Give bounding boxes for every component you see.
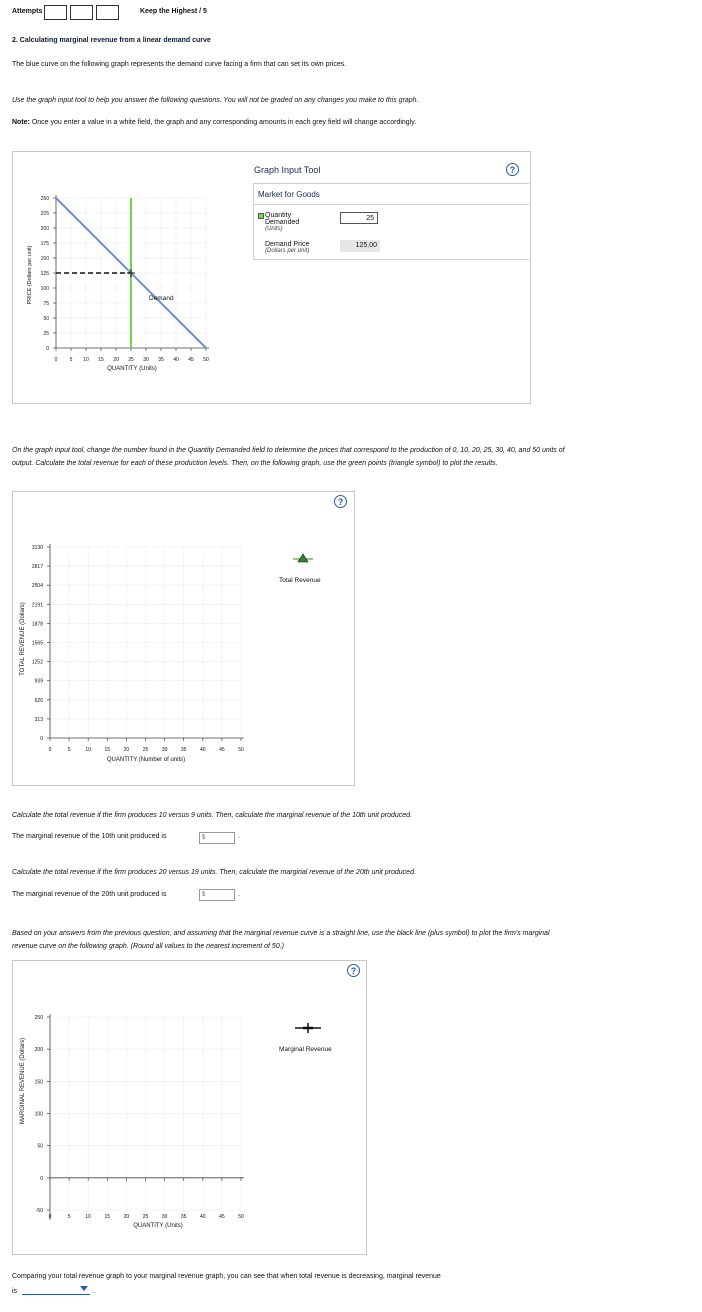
x-tick-label: 5: [69, 357, 73, 363]
demand-axes: [56, 195, 209, 348]
y-tick-label: 125: [40, 271, 49, 277]
y-tick-label: 150: [40, 256, 49, 262]
demand-y-ticks: [41, 196, 56, 352]
quantity-swatch: [258, 213, 264, 219]
tr-help-icon[interactable]: ?: [334, 495, 347, 508]
x-tick-label: 10: [85, 747, 91, 753]
question-intro: The blue curve on the following graph represents the demand curve facing a firm that can set its own prices.: [12, 61, 347, 68]
x-tick-label: 15: [104, 1214, 111, 1220]
tr-y-axis-label: TOTAL REVENUE (Dollars): [20, 602, 26, 676]
y-tick-label: -50: [35, 1208, 43, 1214]
demand-curve-label: Demand: [149, 295, 174, 302]
tr-legend-triangle-icon[interactable]: [293, 554, 313, 562]
x-tick-label: 40: [173, 357, 179, 363]
total-revenue-chart[interactable]: [12, 491, 355, 786]
x-tick-label: 10: [83, 357, 89, 363]
y-tick-label: 2817: [31, 564, 43, 571]
graph-tool-help-icon[interactable]: ?: [506, 163, 519, 176]
tr-axes: [50, 544, 244, 738]
question-instruction: Use the graph input tool to help you answer the following questions. You will not be graded on any changes you make to this graph.: [12, 97, 419, 104]
final-period: .: [94, 1288, 96, 1295]
y-tick-label: 200: [40, 226, 49, 232]
y-tick-label: 2191: [31, 602, 43, 609]
y-tick-label: 100: [34, 1111, 43, 1118]
x-tick-label: 40: [200, 1214, 206, 1220]
y-tick-label: 225: [40, 211, 49, 217]
x-tick-label: 45: [188, 357, 194, 363]
x-tick-label: 30: [143, 357, 149, 363]
demand-price-value: 125.00: [340, 240, 380, 252]
note-label: Note:: [12, 119, 30, 126]
price-units: (Dollars per unit): [265, 248, 310, 254]
mr20-input[interactable]: $: [199, 889, 235, 901]
x-tick-label: 45: [219, 1214, 225, 1220]
final-is: is: [12, 1288, 18, 1295]
x-tick-label: 50: [238, 747, 244, 753]
mr20-instruction: Calculate the total revenue if the firm produces 20 versus 19 units. Then, calculate the marginal revenue of the 20th unit produced.: [12, 869, 416, 876]
x-tick-label: 15: [98, 357, 104, 363]
tr-y-ticks: [32, 545, 50, 742]
mr10-period: .: [238, 833, 240, 840]
y-tick-label: 250: [40, 196, 49, 202]
x-tick-label: 30: [161, 1214, 168, 1220]
tr-legend-label: Total Revenue: [279, 577, 321, 584]
tr-x-axis-label: QUANTITY (Number of units): [106, 757, 186, 763]
mr-legend-plus-icon[interactable]: [295, 1023, 321, 1033]
mr20-label: The marginal revenue of the 20th unit produced is: [12, 891, 167, 898]
mr-grid: [50, 1017, 241, 1210]
x-tick-label: 35: [180, 1214, 187, 1220]
question-note: [12, 119, 416, 126]
mr10-label: The marginal revenue of the 10th unit produced is: [12, 833, 167, 840]
x-tick-label: 10: [85, 1214, 91, 1220]
y-tick-label: 0: [40, 1175, 43, 1182]
x-tick-label: 20: [123, 1214, 130, 1220]
x-tick-label: 20: [123, 747, 130, 753]
tr-x-ticks: [49, 738, 244, 753]
mr-y-ticks: [35, 1015, 50, 1214]
x-tick-label: 35: [158, 357, 164, 363]
graph-tool-divider: [253, 204, 529, 205]
y-tick-label: 313: [34, 716, 43, 723]
x-tick-label: 45: [219, 747, 225, 753]
x-tick-label: 0: [54, 357, 58, 363]
y-tick-label: 200: [34, 1047, 43, 1054]
price-label-line1: Demand Price: [265, 241, 310, 248]
quantity-label-line1: Quantity: [265, 212, 292, 219]
x-tick-label: 0: [48, 1214, 52, 1220]
x-tick-label: 5: [67, 747, 71, 753]
y-tick-label: 150: [34, 1079, 43, 1086]
mr-x-axis-label: QUANTITY (Units): [133, 1223, 183, 1229]
y-tick-label: 75: [43, 301, 49, 307]
y-tick-label: 939: [34, 678, 43, 685]
x-tick-label: 0: [48, 747, 52, 753]
quantity-label: [265, 212, 299, 233]
note-text: Once you enter a value in a white field, the graph and any corresponding amounts in each grey field will change accordingly.: [29, 119, 417, 126]
quantity-units: (Units): [265, 226, 283, 232]
final-dropdown[interactable]: [22, 1284, 90, 1295]
graph-tool-title: Graph Input Tool: [254, 165, 321, 175]
mr-x-ticks: [49, 1178, 244, 1220]
attempt-box-2: [70, 5, 93, 20]
y-tick-label: 0: [40, 736, 43, 742]
price-label: [265, 241, 309, 255]
mr-legend-label: Marginal Revenue: [279, 1046, 332, 1053]
mr-help-icon[interactable]: ?: [347, 964, 360, 977]
y-tick-label: 1565: [31, 640, 43, 647]
x-tick-label: 20: [113, 357, 119, 363]
y-tick-label: 1252: [31, 659, 43, 666]
x-tick-label: 35: [180, 747, 187, 753]
y-tick-label: 175: [40, 241, 49, 247]
mr10-instruction: Calculate the total revenue if the firm produces 10 versus 9 units. Then, calculate the marginal revenue of the 10th unit produced.: [12, 812, 413, 819]
tr-grid: [50, 547, 241, 738]
tr-instruction: On the graph input tool, change the number found in the Quantity Demanded field to determine the prices that correspond to the production of 0, 10, 20, 25, 30, 40, and 50 units of output. Calculate the total revenue for each of these production levels. Then, on the following graph, use the green points (triangle symbol) to plot the results.: [12, 447, 565, 467]
x-tick-label: 50: [203, 357, 209, 363]
keep-highest-label: Keep the Highest / 5: [140, 8, 207, 15]
y-tick-label: 100: [40, 286, 49, 292]
attempt-box-3: [96, 5, 119, 20]
x-tick-label: 40: [200, 747, 206, 753]
x-tick-label: 25: [128, 357, 134, 363]
y-tick-label: 1878: [31, 621, 43, 628]
y-tick-label: 3130: [31, 545, 43, 551]
mr-y-axis-label: MARGINAL REVENUE (Dollars): [20, 1037, 26, 1125]
question-title: 2. Calculating marginal revenue from a linear demand curve: [12, 37, 211, 44]
x-tick-label: 15: [104, 747, 111, 753]
y-tick-label: 250: [34, 1015, 43, 1021]
quantity-demanded-input[interactable]: 25: [340, 212, 378, 224]
x-tick-label: 25: [142, 747, 149, 753]
x-tick-label: 30: [161, 747, 168, 753]
mr-instruction: Based on your answers from the previous question, and assuming that the marginal revenue curve is a straight line, use the black line (plus symbol) to plot the firm's marginal revenue curve on the following graph. (Round all values to the nearest increment of 50.): [12, 930, 550, 950]
y-tick-label: 50: [37, 1143, 43, 1150]
final-question: Comparing your total revenue graph to your marginal revenue graph, you can see that when total revenue is decreasing, marginal revenue: [12, 1273, 441, 1280]
x-tick-label: 25: [142, 1214, 149, 1220]
marginal-revenue-chart[interactable]: [12, 960, 367, 1255]
quantity-label-line2: Demanded: [265, 219, 300, 226]
chevron-down-icon: [80, 1286, 88, 1291]
demand-x-ticks: [55, 348, 209, 363]
y-tick-label: 0: [46, 346, 49, 352]
mr-axes: [50, 1014, 244, 1220]
attempts-label: Attempts: [12, 8, 43, 15]
mr20-period: .: [238, 891, 240, 898]
y-tick-label: 25: [43, 331, 49, 337]
demand-x-axis-label: QUANTITY (Units): [107, 366, 157, 372]
y-tick-label: 2504: [31, 583, 43, 590]
y-tick-label: 50: [43, 316, 49, 322]
mr10-input[interactable]: $: [199, 832, 235, 844]
attempt-box-1: [44, 5, 67, 20]
demand-chart[interactable]: [12, 151, 252, 404]
demand-y-axis-label: PRICE (Dollars per unit): [27, 245, 33, 305]
y-tick-label: 626: [34, 697, 43, 704]
graph-tool-market: Market for Goods: [258, 190, 320, 199]
x-tick-label: 5: [67, 1214, 71, 1220]
x-tick-label: 50: [238, 1214, 244, 1220]
